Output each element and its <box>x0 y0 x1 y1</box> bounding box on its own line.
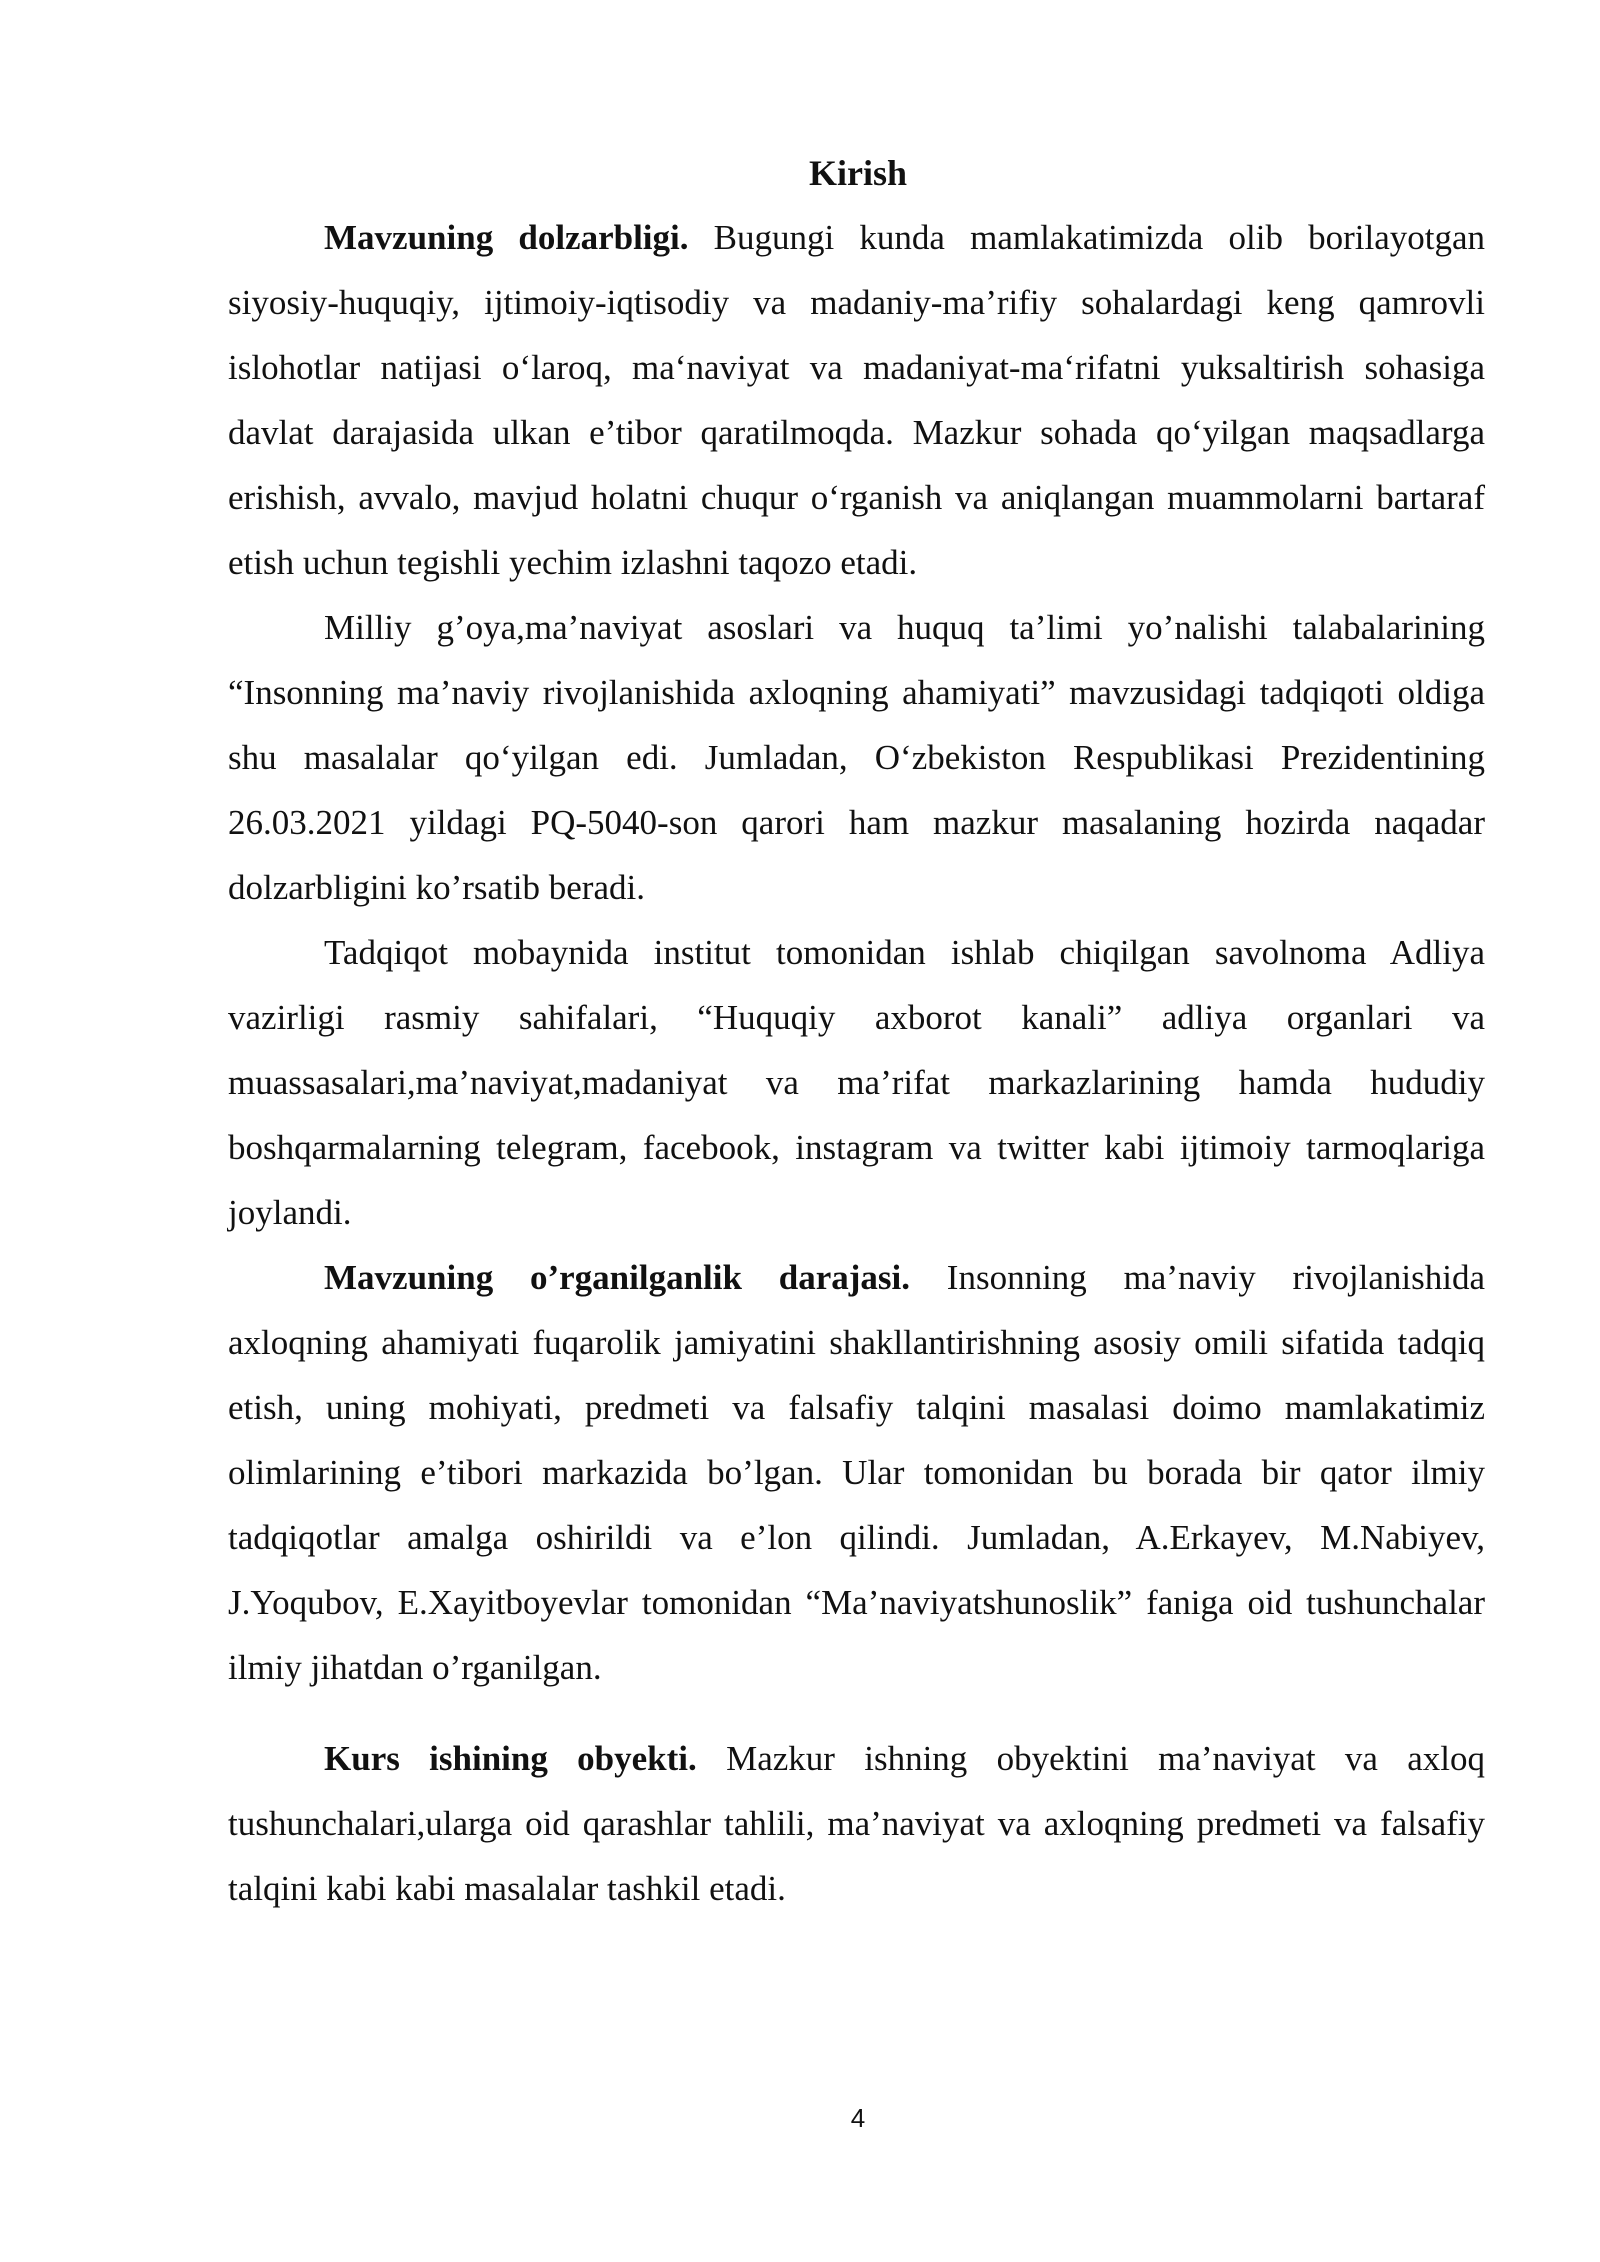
paragraph-survey <box>228 920 1485 1245</box>
paragraph-text: Mazkur ishning obyektini ma’naviyat va axloq tushunchalari,ularga oid qarashlar tahlili, ma’naviyat va axloqning predmeti va falsafiy talqini kabi kabi masalalar tashkil etadi. <box>228 1739 1485 1908</box>
paragraph-text: Bugungi kunda mamlakatimizda olib borilayotgan siyosiy-huquqiy, ijtimoiy-iqtisodiy va madaniy-ma’rifiy sohalardagi keng qamrovli islohotlar natijasi o‘laroq, ma‘naviyat va madaniyat-ma‘rifatni yuksaltirish sohasiga davlat darajasida ulkan e’tibor qaratilmoqda. Mazkur sohada qo‘yilgan maqsadlarga erishish, avvalo, mavjud holatni chuqur o‘rganish va aniqlangan muammolarni bartaraf etish uchun tegishli yechim izlashni taqozo etadi. <box>228 218 1485 582</box>
page-title: Kirish <box>808 153 907 193</box>
paragraph-object <box>228 1726 1485 1921</box>
paragraph-text: Insonning ma’naviy rivojlanishida axloqning ahamiyati fuqarolik jamiyatini shakllantirishning asosiy omili sifatida tadqiq etish, uning mohiyati, predmeti va falsafiy talqini masalasi doimo mamlakatimiz olimlarining e’tibori markazida bo’lgan. Ular tomonidan bu borada bir qator ilmiy tadqiqotlar amalga oshirildi va e’lon qilindi. Jumladan, A.Erkayev, M.Nabiyev, J.Yoqubov, E.Xayitboyevlar tomonidan “Ma’naviyatshunoslik” faniga oid tushunchalar ilmiy jihatdan o’rganilgan. <box>228 1258 1486 1687</box>
paragraph-lead: Kurs ishining obyekti. <box>324 1739 697 1778</box>
paragraph-research-task <box>228 595 1485 920</box>
paragraph-lead: Mavzuning dolzarbligi. <box>324 218 689 257</box>
paragraph-relevance <box>228 205 1485 595</box>
paragraph-text: Tadqiqot mobaynida institut tomonidan ishlab chiqilgan savolnoma Adliya vazirligi rasmiy sahifalari, “Huquqiy axborot kanali” adliya organlari va muassasalari,ma’naviyat,madaniyat va ma’rifat markazlarining hamda hududiy boshqarmalarning telegram, facebook, instagram va twitter kabi ijtimoiy tarmoqlariga joylandi. <box>228 933 1485 1232</box>
paragraph-lead: Mavzuning o’rganilganlik darajasi. <box>324 1258 910 1297</box>
body-text <box>228 205 1485 1921</box>
paragraph-study-degree <box>228 1245 1485 1700</box>
paragraph-text: Milliy g’oya,ma’naviyat asoslari va huquq ta’limi yo’nalishi talabalarining “Insonning ma’naviy rivojlanishida axloqning ahamiyati” mavzusidagi tadqiqoti oldiga shu masalalar qo‘yilgan edi. Jumladan, O‘zbekiston Respublikasi Prezidentining 26.03.2021 yildagi PQ-5040-son qarori ham mazkur masalaning hozirda naqadar dolzarbligini ko’rsatib beradi. <box>228 608 1485 907</box>
page-number: 4 <box>850 2103 866 2133</box>
